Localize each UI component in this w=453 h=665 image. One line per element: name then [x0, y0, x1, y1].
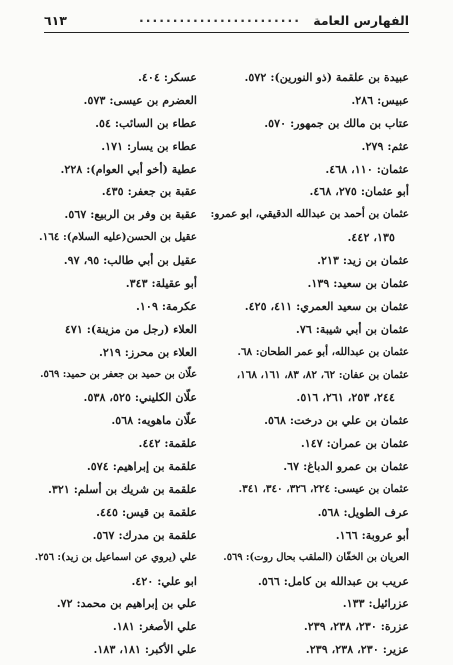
index-entry: عطاء بن يسار: ١٧١.	[101, 138, 197, 153]
index-entry: عزرة: ٢٣٠، ٢٣٨، ٢٣٩.	[303, 619, 409, 634]
index-entry: العلاء (رجل من مزينة): ٤٧١	[64, 321, 197, 336]
index-entry: علّان الكليني: ٥٢٥، ٥٣٨.	[83, 390, 197, 405]
index-entry: العلاء بن محرز: ٢١٩.	[98, 344, 197, 359]
index-entry: عقبة بن وفر بن الربيع: ٥٦٧.	[64, 207, 197, 222]
index-entry: علّان بن حميد بن جعفر بن حميد: ٥٦٩.	[40, 368, 197, 380]
index-entry: علي (يروي عن اسماعيل بن زيد): ٢٥٦.	[34, 551, 197, 563]
index-entry: عثم: ٢٧٩.	[361, 138, 409, 153]
index-entry: عثمان بن عبدالله، أبو عمر الطحان: ٦٨.	[237, 345, 409, 358]
page-header	[44, 10, 409, 33]
index-entry: عثمان بن سعيد العمري: ٤١١، ٤٢٥.	[244, 298, 409, 313]
index-entry: عقيل بن الحسن(عليه السلام): ١٦٤.	[38, 231, 197, 244]
index-entry: عثمان بن أبي شيبة: ٧٦.	[295, 321, 409, 336]
index-entry: عرف الطويل: ٥٦٨.	[317, 504, 409, 519]
index-entry: عثمان بن عيسى: ٢٢٤، ٣٢٦، ٣٤٠، ٣٤١.	[238, 483, 409, 496]
index-entry-continuation: ٢٤٤، ٢٥٣، ٢٦١، ٥١٦.	[296, 390, 395, 405]
index-entry: عبيدة بن علقمة (ذو النورين): ٥٧٢.	[244, 70, 409, 84]
index-column-left	[34, 66, 197, 661]
index-entry: عثمان بن سعيد: ١٣٩.	[307, 276, 409, 291]
index-entry: أبو عقيلة: ٣٤٣.	[125, 276, 197, 291]
index-entry: عبيس: ٢٨٦.	[351, 92, 409, 107]
index-entry: علقمة بن شريك بن أسلم: ٣٢١.	[47, 482, 197, 497]
index-entry: عقبة بن جعفر: ٤٣٥.	[101, 184, 197, 199]
index-entry: علّان ماهويه: ٥٦٨.	[111, 413, 197, 428]
index-entry: عثمان بن زيد: ٢١٣.	[317, 253, 409, 268]
index-entry: عسكر: ٤٠٤.	[138, 70, 197, 84]
index-entry: علقمة بن قيس: ٤٤٥.	[96, 504, 197, 519]
index-entry: علي الأصغر: ١٨١.	[112, 619, 197, 634]
index-entry: علقمة بن إبراهيم: ٥٧٤.	[86, 459, 197, 474]
index-column-right	[210, 66, 409, 661]
index-entry: العضرم بن عيسى: ٥٧٣.	[83, 92, 197, 107]
index-entry: أبو عثمان: ٢٧٥، ٤٦٨.	[309, 184, 409, 199]
index-entry: ابو علي: ٤٢٠.	[131, 573, 197, 588]
index-entry: عطية (أخو أبي العوام): ٢٢٨.	[60, 161, 197, 176]
index-entry: عثمان بن عمرو الدباغ: ٦٧.	[283, 459, 409, 474]
index-entry: علي الأكبر: ١٨١، ١٨٣.	[93, 642, 197, 657]
page-number: ٦١٣	[44, 13, 67, 28]
leader-dots: ........................	[139, 10, 301, 25]
index-entry: عطاء بن السائب: ٥٤.	[95, 115, 197, 130]
index-entry: عثمان بن عفان: ٦٢، ٨٢، ٨٣، ١٦١، ١٦٨،	[236, 368, 409, 381]
index-entry: علقمة بن مدرك: ٥٦٧.	[92, 527, 197, 542]
index-entry: عريب بن عبدالله بن كامل: ٥٦٦.	[257, 573, 409, 588]
index-entry: علقمة: ٤٤٢.	[138, 436, 197, 451]
index-entry: عثمان بن علي بن درخت: ٥٦٨.	[264, 413, 409, 428]
index-entry: عزرائيل: ١٣٣.	[342, 596, 409, 611]
index-entry: عزير: ٢٣٠، ٢٣٨، ٢٣٩.	[305, 642, 409, 657]
index-entry: عثمان: ١١٠، ٤٦٨.	[325, 161, 409, 176]
index-entry: العريان بن الخفّان (الملقب بحال روت): ٥٦٩.	[223, 551, 409, 563]
index-entry-continuation: ١٣٥، ٤٤٢.	[347, 230, 395, 245]
index-entry: عكرمة: ١٠٩.	[136, 298, 197, 313]
index-entry: عتاب بن مالك بن جمهور: ٥٧٠.	[264, 115, 409, 130]
index-entry: علي بن إبراهيم بن محمد: ٧٢.	[56, 596, 197, 611]
index-entry: أبو عروبة: ١٦٦.	[335, 527, 409, 542]
running-title: الفهارس العامة	[313, 13, 409, 28]
index-entry: عثمان بن أحمد بن عبدالله الدقيقي، ابو عمرو:	[210, 208, 409, 221]
index-entry: عقيل بن أبي طالب: ٩٥، ٩٧.	[63, 253, 197, 268]
index-entry: عثمان بن عمران: ١٤٧.	[300, 436, 409, 451]
